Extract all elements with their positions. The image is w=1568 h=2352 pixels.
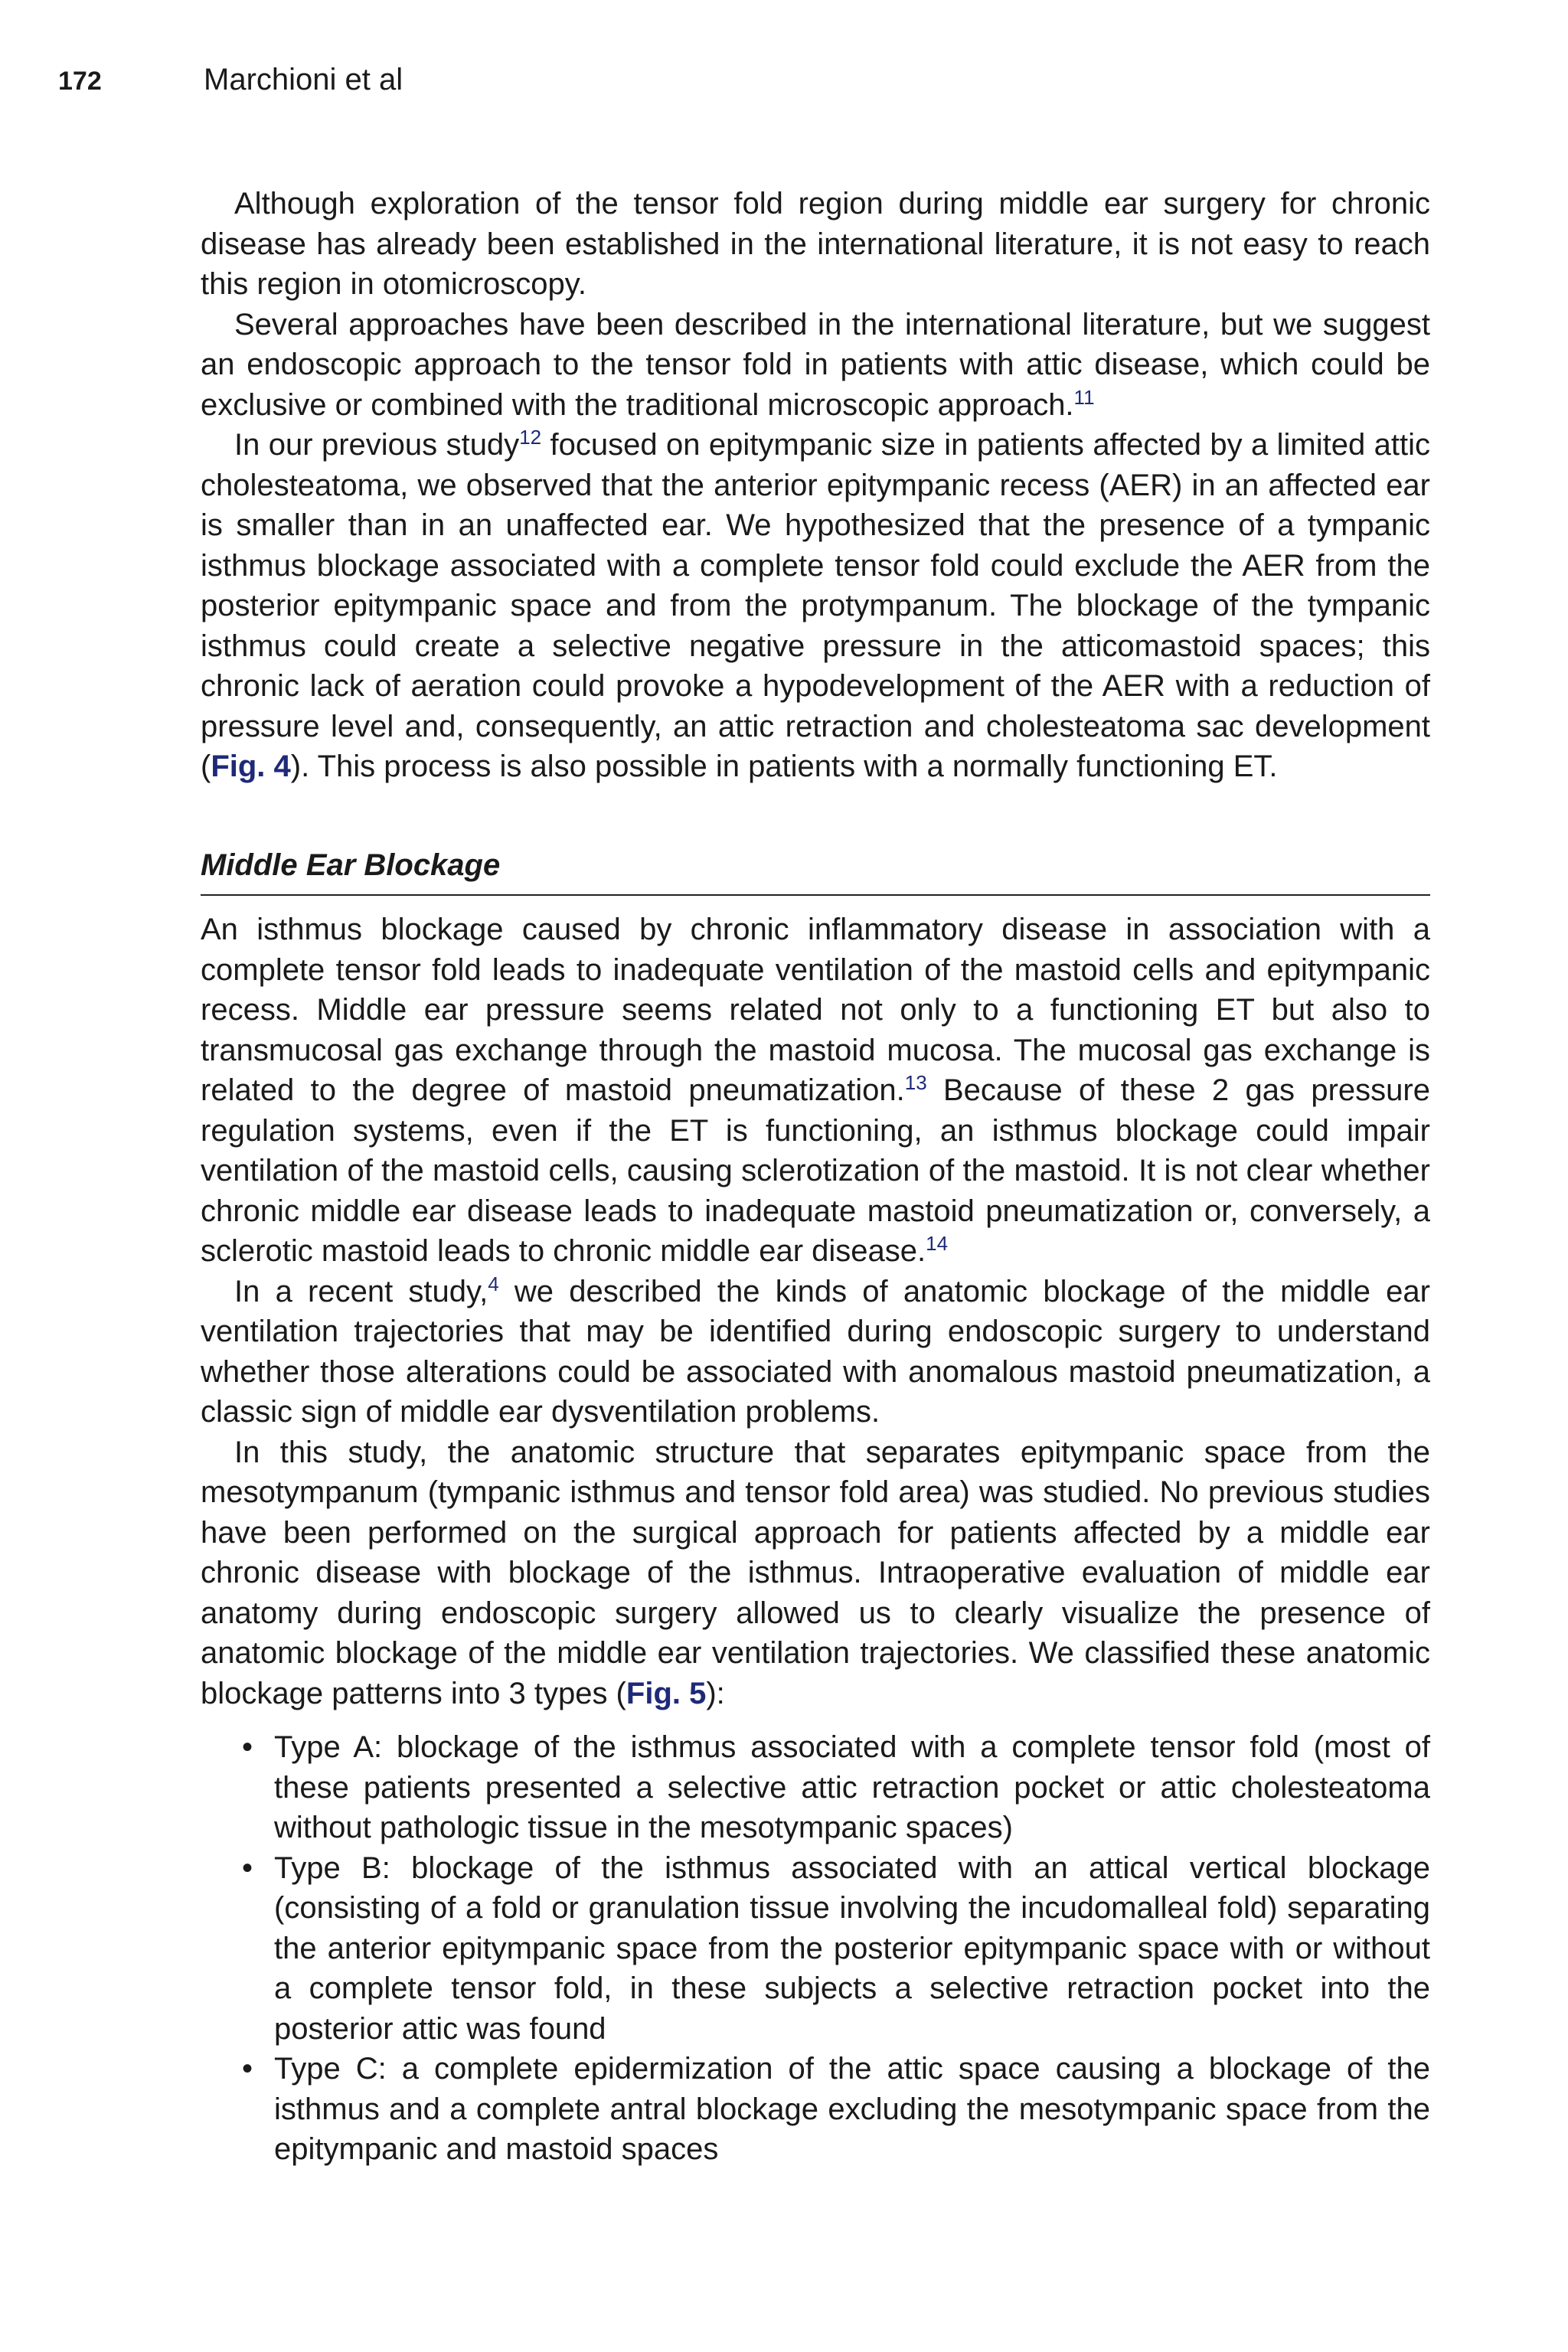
intro-paragraph-2: Several approaches have been described in the international literature, but we suggest an endoscopic approach to the tensor fold in patients with attic disease, which could be exclusive or combined with the traditional microscopic approach.$^{11}$ bbox=[201, 307, 1430, 422]
section-heading: Middle Ear Blockage bbox=[201, 845, 1430, 897]
page-header bbox=[58, 63, 403, 109]
bullet: • bbox=[242, 1730, 253, 1764]
article-body bbox=[201, 184, 1430, 2170]
citation-ref[interactable]: 14 bbox=[926, 1232, 949, 1255]
bullet: • bbox=[242, 1851, 253, 1885]
list-item: • Type C: a complete epidermization of the attic space causing a blockage of the isthmus and a complete antral blockage excluding the mesotympanic space from the epitympanic and mastoid spaces bbox=[201, 2049, 1430, 2170]
citation-ref[interactable]: 11 bbox=[1073, 385, 1095, 409]
intro-paragraph-3: In our previous study$^{12}$ focused on epitympanic size in patients affected by a limited attic cholesteatoma, we observed that the anterior epitympanic recess (AER) in an affected ear is smaller than in an unaffected ear. We hypothesized that the presence of a tympanic isthmus blockage associated with a complete tensor fold could exclude the AER from the posterior epitympanic space and from the protympanum. The blockage of the tympanic isthmus could create a selective negative pressure in the atticomastoid spaces; this chronic lack of aeration could provoke a hypodevelopment of the AER with a reduction of pressure level and, consequently, an attic retraction and cholesteatoma sac development (Fig. 4). This process is also possible in patients with a normally functioning ET. bbox=[201, 426, 1430, 783]
citation-ref[interactable]: 12 bbox=[519, 426, 542, 449]
figure-link[interactable]: Fig. 4 bbox=[211, 750, 291, 783]
citation-ref[interactable]: 13 bbox=[904, 1071, 927, 1094]
list-item: • Type A: blockage of the isthmus associated with a complete tensor fold (most of these patients presented a selective attic retraction pocket or attic cholesteatoma without pathologic tissue in the mesotympanic spaces) bbox=[201, 1727, 1430, 1848]
list-item: • Type B: blockage of the isthmus associated with an attical vertical blockage (consisting of a fold or granulation tissue involving the incudomalleal fold) separating the anterior epitympanic space from the posterior epitympanic space with or without a complete tensor fold, in these subjects a selective retraction pocket into the posterior attic was found bbox=[201, 1848, 1430, 2050]
blockage-types-list bbox=[201, 1727, 1430, 2170]
citation-ref[interactable]: 4 bbox=[488, 1272, 499, 1295]
figure-link[interactable]: Fig. 5 bbox=[626, 1676, 707, 1710]
section-paragraph-3: In this study, the anatomic structure that separates epitympanic space from the mesotympanum (tympanic isthmus and tensor fold area) was studied. No previous studies have been performed on the surgical approach for patients affected by a middle ear chronic disease with blockage of the isthmus. Intraoperative evaluation of middle ear anatomy during endoscopic surgery allowed us to clearly visualize the presence of anatomic blockage of the middle ear ventilation trajectories. We classified these anatomic blockage patterns into 3 types (Fig. 5): bbox=[201, 1435, 1430, 1710]
running-head: Marchioni et al bbox=[204, 63, 403, 96]
section-paragraph-1: An isthmus blockage caused by chronic inflammatory disease in association with a complete tensor fold leads to inadequate ventilation of the mastoid cells and epitympanic recess. Middle ear pressure seems related not only to a functioning ET but also to transmucosal gas exchange through the mastoid mucosa. The mucosal gas exchange is related to the degree of mastoid pneumatization.$^{13}$ Because of these 2 gas pressure regulation systems, even if the ET is functioning, an isthmus blockage could impair ventilation of the mastoid cells, causing sclerotization of the mastoid. It is not clear whether chronic middle ear disease leads to inadequate mastoid pneumatization or, conversely, a sclerotic mastoid leads to chronic middle ear disease.$^{14}$ bbox=[201, 913, 1430, 1268]
bullet: • bbox=[242, 2052, 253, 2086]
page-number: 172 bbox=[58, 67, 102, 96]
section-paragraph-2: In a recent study,$^4$ we described the kinds of anatomic blockage of the middle ear ventilation trajectories that may be identified during endoscopic surgery to understand whether those alterations could be associated with anomalous mastoid pneumatization, a classic sign of middle ear dysventilation problems. bbox=[201, 1272, 1430, 1429]
intro-paragraph-1: Although exploration of the tensor fold region during middle ear surgery for chronic disease has already been established in the international literature, it is not easy to reach this region in otomicroscopy. bbox=[201, 187, 1430, 301]
